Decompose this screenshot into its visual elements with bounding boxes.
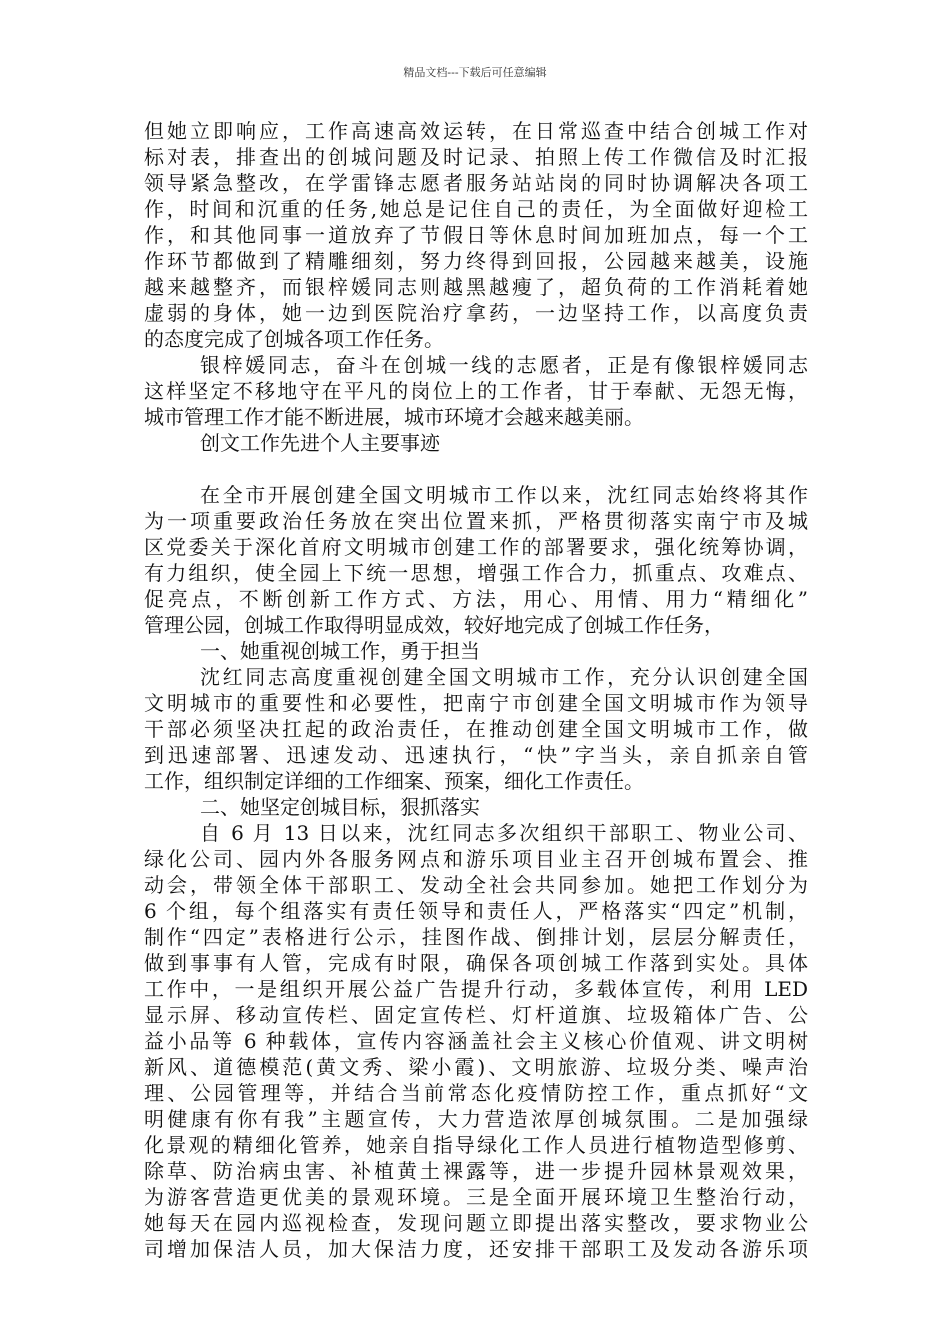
text-line: 作，和其他同事一道放弃了节假日等休息时间加班加点，每一个工 [144,223,808,247]
text-line: 越来越整齐，而银梓媛同志则越黑越瘦了，超负荷的工作消耗着她 [144,275,808,299]
text-line: 标对表，排查出的创城问题及时记录、拍照上传工作微信及时汇报 [144,145,808,169]
text-line: 明健康有你有我”主题宣传，大力营造浓厚创城氛围。二是加强绿 [144,1107,808,1131]
text-line: 动会，带领全体干部职工、发动全社会共同参加。她把工作划分为 [144,873,808,897]
text-line: 这样坚定不移地守在平凡的岗位上的工作者，甘于奉献、无怨无悔， [144,379,808,403]
text-line: 化景观的精细化管养，她亲自指导绿化工作人员进行植物造型修剪、 [144,1133,808,1157]
text-line: 6 个组，每个组落实有责任领导和责任人，严格落实“四定”机制， [144,899,808,923]
text-line: 在全市开展创建全国文明城市工作以来，沈红同志始终将其作 [200,483,808,507]
section-title: 创文工作先进个人主要事迹 [200,431,440,455]
text-line: 司增加保洁人员，加大保洁力度，还安排干部职工及发动各游乐项 [144,1237,808,1261]
text-line: 管理公园，创城工作取得明显成效，较好地完成了创城工作任务， [144,613,724,637]
text-line: 理、公园管理等，并结合当前常态化疫情防控工作，重点抓好“文 [144,1081,808,1105]
text-line: 城市管理工作才能不断进展，城市环境才会越来越美丽。 [144,405,644,429]
text-line: 促亮点，不断创新工作方式、方法，用心、用情、用力“精细化” [144,587,808,611]
text-line: 制作“四定”表格进行公示，挂图作战、倒排计划，层层分解责任， [144,925,808,949]
section-heading: 二、她坚定创城目标，狠抓落实 [200,795,480,819]
text-line: 区党委关于深化首府文明城市创建工作的部署要求，强化统筹协调， [144,535,808,559]
page-header: 精品文档---下载后可任意编辑 [403,66,547,79]
text-line: 为游客营造更优美的景观环境。三是全面开展环境卫生整治行动， [144,1185,808,1209]
text-line: 新风、道德模范(黄文秀、梁小霞)、文明旅游、垃圾分类、噪声治 [144,1055,808,1079]
text-line: 自 6 月 13 日以来，沈红同志多次组织干部职工、物业公司、 [200,821,808,845]
text-line: 她每天在园内巡视检查，发现问题立即提出落实整改，要求物业公 [144,1211,808,1235]
text-line: 沈红同志高度重视创建全国文明城市工作，充分认识创建全国 [200,665,808,689]
text-line: 为一项重要政治任务放在突出位置来抓，严格贯彻落实南宁市及城 [144,509,808,533]
text-line: 银梓媛同志，奋斗在创城一线的志愿者，正是有像银梓媛同志 [200,353,808,377]
text-line: 益小品等 6 种载体，宣传内容涵盖社会主义核心价值观、讲文明树 [144,1029,808,1053]
document-body [144,118,808,1262]
text-line: 到迅速部署、迅速发动、迅速执行，“快”字当头，亲自抓亲自管 [144,743,808,767]
text-line: 文明城市的重要性和必要性，把南宁市创建全国文明城市作为领导 [144,691,808,715]
text-line: 的态度完成了创城各项工作任务。 [144,327,444,351]
text-line: 虚弱的身体，她一边到医院治疗拿药，一边坚持工作，以高度负责 [144,301,808,325]
text-line: 工作中，一是组织开展公益广告提升行动，多载体宣传，利用 LED [144,977,808,1001]
text-line: 作，时间和沉重的任务,她总是记住自己的责任，为全面做好迎检工 [144,197,808,221]
text-line: 作环节都做到了精雕细刻，努力终得到回报，公园越来越美，设施 [144,249,808,273]
text-line: 绿化公司、园内外各服务网点和游乐项目业主召开创城布置会、推 [144,847,808,871]
text-line: 做到事事有人管，完成有时限，确保各项创城工作落到实处。具体 [144,951,808,975]
text-line: 但她立即响应，工作高速高效运转，在日常巡查中结合创城工作对 [144,119,808,143]
text-line: 有力组织，使全园上下统一思想，增强工作合力，抓重点、攻难点、 [144,561,808,585]
text-line: 工作，组织制定详细的工作细案、预案，细化工作责任。 [144,769,644,793]
section-heading: 一、她重视创城工作，勇于担当 [200,639,480,663]
text-line: 除草、防治病虫害、补植黄土裸露等，进一步提升园林景观效果， [144,1159,808,1183]
text-line: 领导紧急整改，在学雷锋志愿者服务站站岗的同时协调解决各项工 [144,171,808,195]
text-line: 干部必须坚决扛起的政治责任，在推动创建全国文明城市工作，做 [144,717,808,741]
text-line: 显示屏、移动宣传栏、固定宣传栏、灯杆道旗、垃圾箱体广告、公 [144,1003,808,1027]
blank-line [144,456,808,482]
